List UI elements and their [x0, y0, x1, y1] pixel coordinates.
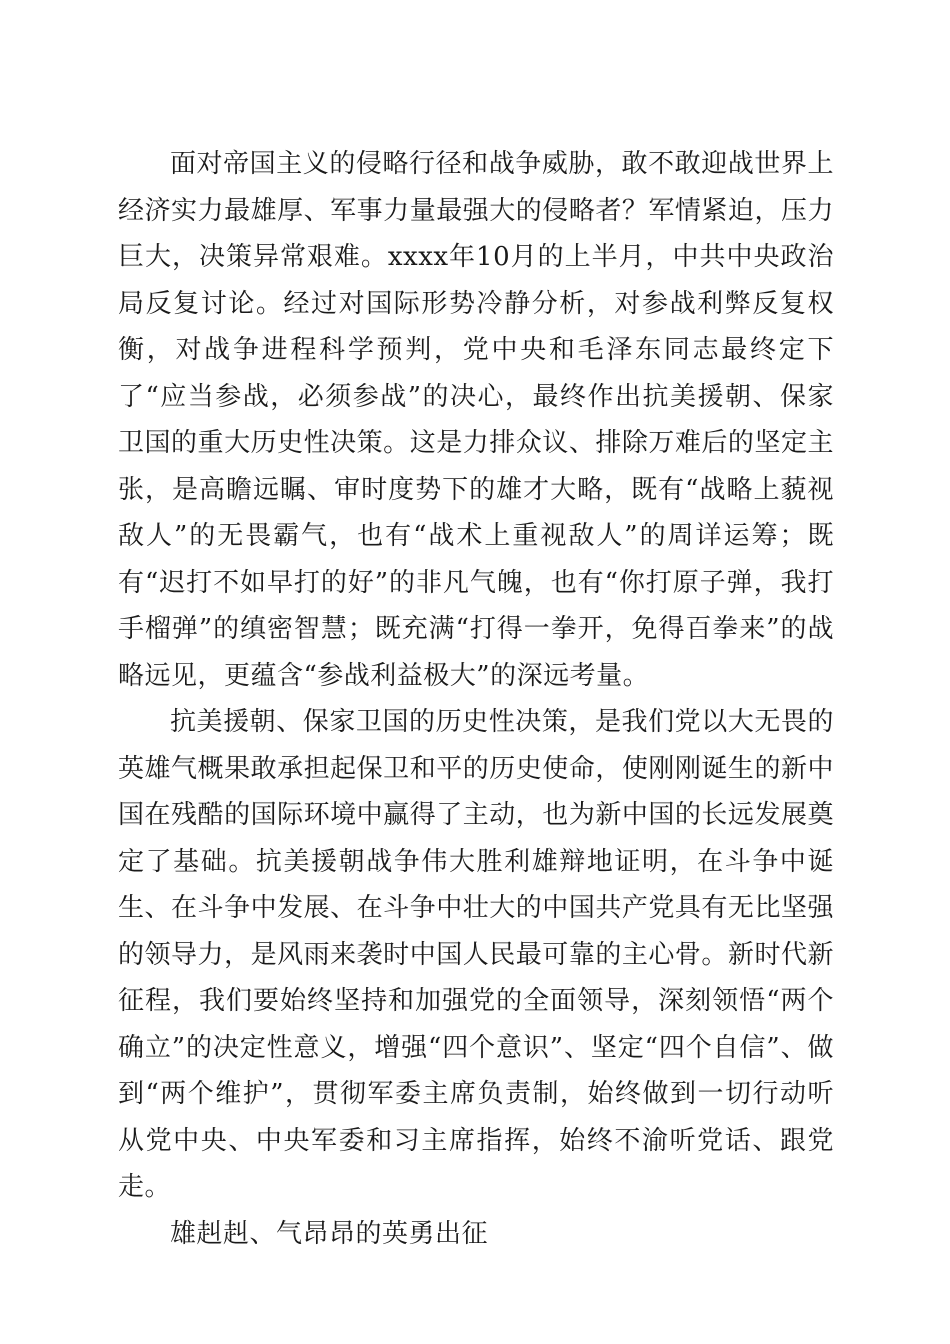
paragraph-1: 面对帝国主义的侵略行径和战争威胁，敢不敢迎战世界上经济实力最雄厚、军事力量最强大的侵略者？军情紧迫，压力巨大，决策异常艰难。xxxx年10月的上半月，中共中央政治局反复讨论。经过对国际形势冷静分析，对参战利弊反复权衡，对战争进程科学预判，党中央和毛泽东同志最终定下了“应当参战，必须参战”的决心，最终作出抗美援朝、保家卫国的重大历史性决策。这是力排众议、排除万难后的坚定主张，是高瞻远瞩、审时度势下的雄才大略，既有“战略上藐视敌人”的无畏霸气，也有“战术上重视敌人”的周详运筹；既有“迟打不如早打的好”的非凡气魄，也有“你打原子弹，我打手榴弹”的缜密智慧；既充满“打得一拳开，免得百拳来”的战略远见，更蕴含“参战利益极大”的深远考量。	[118, 149, 834, 691]
section-heading: 雄赳赳、气昂昂的英勇出征	[170, 1218, 489, 1249]
document-body	[118, 141, 834, 1257]
paragraph-2: 抗美援朝、保家卫国的历史性决策，是我们党以大无畏的英雄气概果敢承担起保卫和平的历史使命，使刚刚诞生的新中国在残酷的国际环境中赢得了主动，也为新中国的长远发展奠定了基础。抗美援朝战争伟大胜利雄辩地证明，在斗争中诞生、在斗争中发展、在斗争中壮大的中国共产党具有无比坚强的领导力，是风雨来袭时中国人民最可靠的主心骨。新时代新征程，我们要始终坚持和加强党的全面领导，深刻领悟“两个确立”的决定性意义，增强“四个意识”、坚定“四个自信”、做到“两个维护”，贯彻军委主席负责制，始终做到一切行动听从党中央、中央军委和习主席指挥，始终不渝听党话、跟党走。	[118, 707, 834, 1202]
